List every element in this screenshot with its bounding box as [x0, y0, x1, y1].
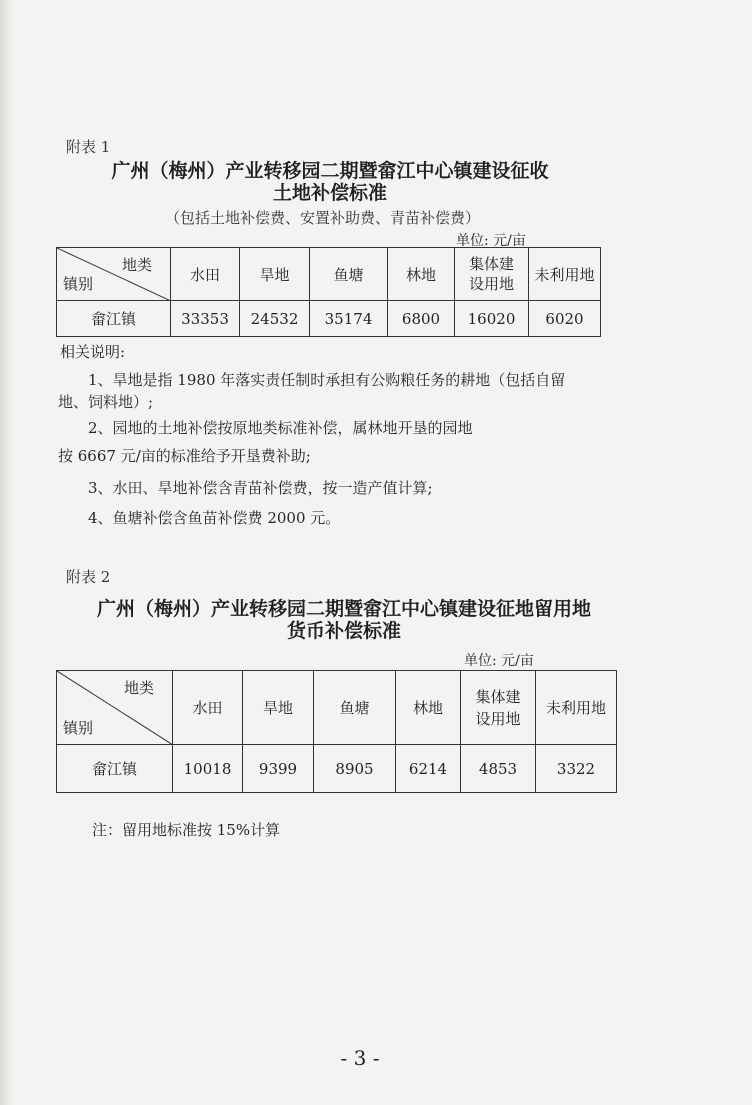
header-cell: 林地	[396, 671, 461, 745]
value-cell: 9399	[243, 745, 314, 793]
table2-corner-cell	[57, 671, 173, 745]
value-cell: 6800	[388, 301, 455, 337]
note-item-4: 4、鱼塘补偿含鱼苗补偿费 2000 元。	[88, 509, 341, 527]
value-cell: 6214	[396, 745, 461, 793]
note-item-1a: 1、旱地是指 1980 年落实责任制时承担有公购粮任务的耕地（包括自留	[88, 371, 566, 389]
value-cell: 10018	[173, 745, 243, 793]
row-label: 畲江镇	[57, 301, 171, 337]
value-cell: 3322	[536, 745, 617, 793]
value-cell: 33353	[171, 301, 240, 337]
appendix-label-1: 附表 1	[66, 138, 111, 156]
value-cell: 6020	[529, 301, 601, 337]
note-item-2b: 按 6667 元/亩的标准给予开垦费补助;	[58, 447, 311, 465]
page-number: - 3 -	[340, 1046, 380, 1070]
table2-title	[80, 598, 608, 642]
table2-unit: 单位: 元/亩	[464, 653, 534, 669]
header-cell: 水田	[173, 671, 243, 745]
table-header-row	[57, 248, 601, 301]
page-edge-shadow	[0, 0, 14, 1105]
value-cell: 35174	[310, 301, 388, 337]
header-cell: 集体建 设用地	[455, 248, 529, 301]
value-cell: 16020	[455, 301, 529, 337]
table1-unit: 单位: 元/亩	[456, 233, 526, 249]
header-cell: 未利用地	[536, 671, 617, 745]
header-cell: 鱼塘	[310, 248, 388, 301]
corner-land-type: 地类	[121, 256, 152, 274]
header-cell: 水田	[171, 248, 240, 301]
table1-title	[80, 160, 580, 204]
table1-title-line2: 土地补偿标准	[272, 182, 387, 204]
note-item-3: 3、水田、旱地补偿含青苗补偿费，按一造产值计算;	[88, 479, 433, 497]
header-cell: 集体建 设用地	[461, 671, 536, 745]
table1-corner-cell	[57, 248, 171, 301]
value-cell: 8905	[314, 745, 396, 793]
value-cell: 4853	[461, 745, 536, 793]
value-cell: 24532	[240, 301, 310, 337]
notes-heading: 相关说明:	[60, 343, 126, 361]
corner-town: 镇别	[63, 275, 94, 293]
header-cell: 旱地	[243, 671, 314, 745]
table-header-row	[57, 671, 617, 745]
table1-title-line1: 广州（梅州）产业转移园二期暨畲江中心镇建设征收	[111, 160, 549, 182]
header-cell: 旱地	[240, 248, 310, 301]
header-cell: 未利用地	[529, 248, 601, 301]
appendix-label-2: 附表 2	[66, 568, 111, 586]
corner-land-type: 地类	[123, 679, 154, 697]
row-label: 畲江镇	[57, 745, 173, 793]
note-item-2a: 2、园地的土地补偿按原地类标准补偿，属林地开垦的园地	[88, 419, 473, 437]
table1-compensation	[56, 247, 601, 337]
note-item-1b: 地、饲料地）;	[58, 393, 154, 411]
header-cell: 林地	[388, 248, 455, 301]
header-cell: 鱼塘	[314, 671, 396, 745]
retained-land-note: 注：留用地标准按 15%计算	[92, 821, 281, 839]
table2-title-line1: 广州（梅州）产业转移园二期暨畲江中心镇建设征地留用地	[96, 598, 591, 620]
table-row	[57, 301, 601, 337]
table-row	[57, 745, 617, 793]
table2-title-line2: 货币补偿标准	[286, 620, 401, 642]
corner-town: 镇别	[63, 719, 94, 737]
table1-subtitle: （包括土地补偿费、安置补助费、青苗补偿费）	[165, 209, 481, 227]
table2-compensation	[56, 670, 617, 793]
